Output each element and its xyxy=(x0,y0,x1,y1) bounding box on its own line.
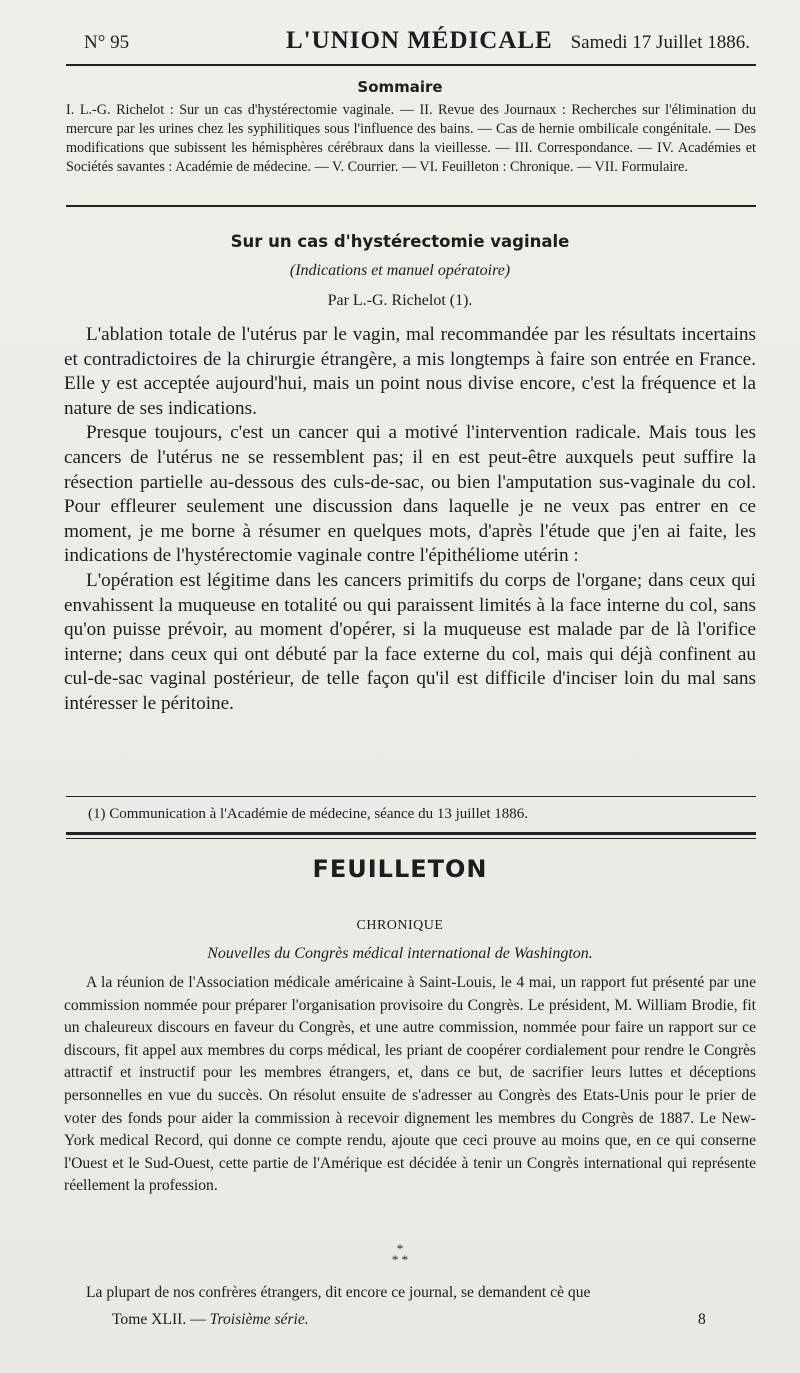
footnote: (1) Communication à l'Académie de médecine, séance du 13 juillet 1886. xyxy=(88,806,529,822)
asterism-top: * xyxy=(396,1241,404,1256)
journal-title: L'UNION MÉDICALE xyxy=(286,27,553,54)
article-body xyxy=(64,323,756,717)
serie-label: Troisième série. xyxy=(209,1311,309,1328)
header-rule xyxy=(66,64,756,66)
footer-tome xyxy=(112,1311,309,1329)
sommaire-rule xyxy=(66,205,756,207)
chronique-paragraph: A la réunion de l'Association médicale américaine à Saint-Louis, le 4 mai, un rapport fut présenté par une commission nommée pour préparer l'organisation provisoire du Congrès. Le président, M. William Brodie, fit un chaleureux discours en faveur du Congrès, et une autre commission, nommée pour faire un rapport sur ce discours, fit appel aux membres du corps médical, les priant de coopérer cordialement pour rendre le Congrès attractif et instructif pour les membres étrangers, et, dans ce but, de sacrifier leurs luttes et déceptions personnelles en vue du succès. On résolut ensuite de s'adresser au Congrès des Etats-Unis pour le prier de voter des fonds pour aider la commission à recevoir dignement les membres du Congrès de 1887. Le New-York medical Record, qui donne ce compte rendu, ajoute que ceci prouve au moins que, en ce qui conserne l'Ouest et le Sud-Ouest, cette partie de l'Amérique est décidée à tenir un Congrès international qui représente réellement la profession. xyxy=(64,974,756,1195)
footnote-rule xyxy=(66,796,756,797)
chronique-body xyxy=(64,972,756,1198)
issue-date: Samedi 17 Juillet 1886. xyxy=(570,32,750,53)
section-rule-thin xyxy=(66,838,756,839)
article-title: Sur un cas d'hystérectomie vaginale xyxy=(230,232,570,251)
article-author: Par L.-G. Richelot (1). xyxy=(327,292,473,309)
article-paragraph: L'ablation totale de l'utérus par le vagin, mal recommandée par les résultats incertains et contradictoires de la chirurgie étrangère, a mis longtemps à faire son entrée en France. Elle y est acceptée aujourd'hui, mais un point nous divise encore, c'est la fréquence et la nature de ses indications. xyxy=(64,324,756,419)
article-paragraph: Presque toujours, c'est un cancer qui a motivé l'intervention radicale. Mais tous les cancers de l'utérus ne se ressemblent pas; il en est peut-être auxquels peut suffire la résection partielle au-dessous des culs-de-sac, ou bien l'amputation sus-vaginale du col. Pour effleurer seulement une discussion dans laquelle je ne veux pas entrer en ce moment, je me borne à résumer en quelques mots, d'après l'étude que j'en ai faite, les indications de l'hystérectomie vaginale contre l'épithéliome utérin : xyxy=(64,422,756,567)
chronique-last-paragraph: La plupart de nos confrères étrangers, dit encore ce journal, se demandent cè que xyxy=(86,1284,591,1301)
article-subtitle: (Indications et manuel opératoire) xyxy=(289,262,511,279)
sheet-number: 8 xyxy=(698,1311,706,1328)
section-rule-thick xyxy=(66,832,756,835)
asterism-bottom: * * xyxy=(391,1252,409,1267)
chronique-label: CHRONIQUE xyxy=(356,918,444,933)
sommaire-heading: Sommaire xyxy=(357,78,443,96)
feuilleton-title: FEUILLETON xyxy=(312,855,488,883)
chronique-subtitle: Nouvelles du Congrès médical international de Washington. xyxy=(207,945,593,962)
sommaire-text: I. L.-G. Richelot : Sur un cas d'hystérectomie vaginale. — II. Revue des Journaux : Recherches sur l'élimination du mercure par les urines chez les syphilitiques sous l'influence des bains. — Cas de hernie ombilicale congénitale. — Des modifications que subissent les hémisphères cérébraux dans la vieillesse. — III. Correspondance. — IV. Académies et Sociétés savantes : Académie de médecine. — V. Courrier. — VI. Feuilleton : Chronique. — VII. Formulaire. xyxy=(66,102,756,175)
article-paragraph: L'opération est légitime dans les cancers primitifs du corps de l'organe; dans ceux qui envahissent la muqueuse en totalité ou qui paraissent limités à la face interne du col, sans qu'on puisse prévoir, au moment d'opérer, si la muqueuse est malade par de là l'orifice interne; dans ceux qui ont débuté par la face externe du col, mais qui déjà confinent au cul-de-sac vaginal postérieur, de telle façon qu'il est difficile d'inciser loin du mal sans intéresser le péritoine. xyxy=(64,569,756,714)
asterism xyxy=(0,1243,800,1265)
tome-label: Tome XLII. — xyxy=(112,1311,206,1328)
page-header xyxy=(84,22,750,62)
issue-number: N° 95 xyxy=(84,32,130,53)
